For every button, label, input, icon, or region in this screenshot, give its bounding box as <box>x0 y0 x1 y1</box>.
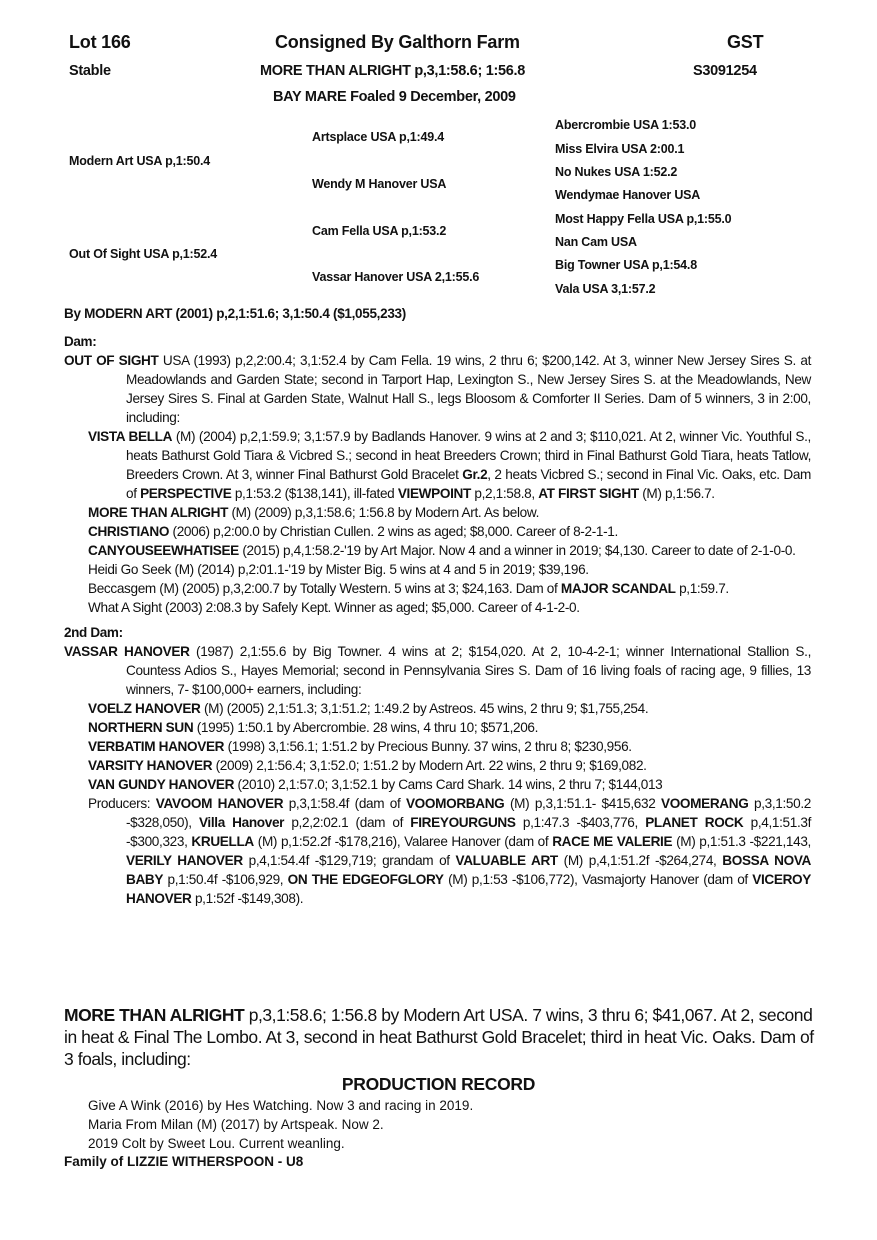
dam-section <box>64 332 811 908</box>
offspring-entry <box>88 579 811 598</box>
progeny-name: PERSPECTIVE <box>140 486 232 501</box>
producer-name: PLANET ROCK <box>645 815 744 830</box>
offspring-name: MORE THAN ALRIGHT <box>88 505 229 520</box>
pedigree-sire: Modern Art USA p,1:50.4 <box>69 154 211 168</box>
producers-record <box>88 794 811 908</box>
producer-text: (M) p,3,1:51.1- $415,632 <box>504 796 661 811</box>
producer-text: p,4,1:54.4f -$129,719; grandam of <box>242 853 456 868</box>
offspring-text: (2006) p,2:00.0 by Christian Cullen. 2 wins as aged; $8,000. Career of 8-2-1-1. <box>169 524 618 539</box>
offspring-text: Heidi Go Seek (M) (2014) p,2:01.1-'19 by Mister Big. 5 wins at 4 and 5 in 2019; $39,196. <box>88 562 589 577</box>
progeny-name: AT FIRST SIGHT <box>538 486 639 501</box>
producer-text: p,2,2:02.1 (dam of <box>284 815 411 830</box>
dam-name: OUT OF SIGHT <box>64 353 159 368</box>
offspring-text: What A Sight (2003) 2:08.3 by Safely Kept. Winner as aged; $5,000. Career of 4-1-2-0. <box>88 600 580 615</box>
pedigree-gen3: Wendymae Hanover USA <box>555 188 701 202</box>
horse-description: BAY MARE Foaled 9 December, 2009 <box>273 89 516 105</box>
pedigree-dam-sire: Cam Fella USA p,1:53.2 <box>312 224 447 238</box>
offspring-text: (2015) p,4,1:58.2-'19 by Art Major. Now 4 and a winner in 2019; $4,130. Career to date of 2-1-0-0. <box>238 543 796 558</box>
producer-name: VOOMORBANG <box>405 796 505 811</box>
summary-name: MORE THAN ALRIGHT <box>64 1005 245 1025</box>
grade-label: Gr.2 <box>462 467 488 482</box>
pedigree-dam-dam: Vassar Hanover USA 2,1:55.6 <box>312 270 480 284</box>
producer-name: FIREYOURGUNS <box>410 815 516 830</box>
producer-name: VERILY HANOVER <box>126 853 243 868</box>
offspring-entry <box>88 427 811 503</box>
pedigree-gen3: Big Towner USA p,1:54.8 <box>555 258 697 272</box>
producer-text: (M) p,1:53 -$106,772), Vasmajorty Hanover (dam of <box>443 872 753 887</box>
production-record-title: PRODUCTION RECORD <box>341 1074 536 1094</box>
production-item: Maria From Milan (M) (2017) by Artspeak. Now 2. <box>88 1117 384 1132</box>
dam-heading: Dam: <box>64 334 97 349</box>
producer-name: VICEROY HANOVER <box>126 872 811 906</box>
offspring-text: Beccasgem (M) (2005) p,3,2:00.7 by Totally Western. 5 wins at 3; $24,163. Dam of <box>88 581 561 596</box>
producer-name: RACE ME VALERIE <box>552 834 673 849</box>
producer-text: (M) p,1:52.2f -$178,216), Valaree Hanover (dam of <box>253 834 553 849</box>
producer-name: ON THE EDGEOFGLORY <box>287 872 444 887</box>
production-item: 2019 Colt by Sweet Lou. Current weanling. <box>88 1136 345 1151</box>
producer-name: VAVOOM HANOVER <box>155 796 284 811</box>
pedigree-dam: Out Of Sight USA p,1:52.4 <box>69 247 218 261</box>
sire-line: By MODERN ART (2001) p,2,1:51.6; 3,1:50.4 ($1,055,233) <box>64 306 406 321</box>
offspring-text: (2010) 2,1:57.0; 3,1:52.1 by Cams Card Shark. 14 wins, 2 thru 7; $144,013 <box>234 777 663 792</box>
pedigree-sire-sire: Artsplace USA p,1:49.4 <box>312 130 444 144</box>
consignor: Consigned By Galthorn Farm <box>275 32 520 52</box>
horse-title: MORE THAN ALRIGHT p,3,1:58.6; 1:56.8 <box>260 63 526 79</box>
producer-text: p,1:52f -$149,308). <box>191 891 304 906</box>
offspring-text: (M) (2005) 2,1:51.3; 3,1:51.2; 1:49.2 by Astreos. 45 wins, 2 thru 9; $1,755,254. <box>200 701 649 716</box>
dam-record <box>64 351 811 427</box>
offspring-text: (M) p,1:56.7. <box>638 486 715 501</box>
second-dam-name: VASSAR HANOVER <box>64 644 190 659</box>
stable-label: Stable <box>69 63 111 79</box>
offspring-name: VISTA BELLA <box>88 429 173 444</box>
offspring-entry <box>88 560 811 579</box>
offspring-entry <box>88 503 811 522</box>
offspring-text: (1995) 1:50.1 by Abercrombie. 28 wins, 4 thru 10; $571,206. <box>193 720 539 735</box>
second-dam-offspring <box>88 699 811 718</box>
offspring-name: VAN GUNDY HANOVER <box>88 777 235 792</box>
offspring-name: VERBATIM HANOVER <box>88 739 225 754</box>
producer-name: BOSSA NOVA BABY <box>126 853 811 887</box>
producer-name: VOOMERANG <box>660 796 749 811</box>
pedigree-gen3: Nan Cam USA <box>555 235 637 249</box>
producer-text: p,1:47.3 -$403,776, <box>515 815 646 830</box>
pedigree-gen3: No Nukes USA 1:52.2 <box>555 165 678 179</box>
offspring-entry <box>88 541 811 560</box>
offspring-text: , 2 heats Vicbred S.; second in Final Vic. Oaks, etc. Dam of <box>126 467 812 501</box>
progeny-name: MAJOR SCANDAL <box>560 581 676 596</box>
summary-text: p,3,1:58.6; 1:56.8 by Modern Art USA. 7 wins, 3 thru 6; $41,067. At 2, second in heat & Final The Lombo. At 3, second in heat Bathurst Gold Bracelet; third in heat Vic. Oaks. Dam of 3 foals, including: <box>64 1005 814 1069</box>
pedigree-gen3: Most Happy Fella USA p,1:55.0 <box>555 212 732 226</box>
offspring-text: (2009) 2,1:56.4; 3,1:52.0; 1:51.2 by Modern Art. 22 wins, 2 thru 9; $169,082. <box>212 758 647 773</box>
second-dam-text: (1987) 2,1:55.6 by Big Towner. 4 wins at 2; $154,020. At 2, 10-4-2-1; winner International Stallion S., Countess Adios S., Hayes Memorial; second in Pennsylvania Sires S. Dam of 16 living foals of racing age, 9 fillies, 13 winners, 7- $100,000+ earners, including: <box>126 644 811 697</box>
offspring-name: CANYOUSEEWHATISEE <box>88 543 239 558</box>
horse-summary <box>64 1004 814 1070</box>
second-dam-offspring <box>88 756 811 775</box>
sale-code: GST <box>727 32 764 52</box>
pedigree-gen3: Abercrombie USA 1:53.0 <box>555 118 697 132</box>
offspring-name: VOELZ HANOVER <box>88 701 201 716</box>
producer-text: p,3,1:58.4f (dam of <box>283 796 406 811</box>
second-dam-offspring <box>88 737 811 756</box>
producer-name: KRUELLA <box>191 834 254 849</box>
second-dam-record <box>64 642 811 699</box>
pedigree-gen3: Miss Elvira USA 2:00.1 <box>555 142 685 156</box>
producer-text: (M) p,4,1:51.2f -$264,274, <box>557 853 723 868</box>
producers-label: Producers: <box>88 796 156 811</box>
family-line: Family of LIZZIE WITHERSPOON - U8 <box>64 1154 304 1169</box>
second-dam-heading: 2nd Dam: <box>64 625 123 640</box>
producer-text: p,1:50.4f -$106,929, <box>163 872 288 887</box>
offspring-name: NORTHERN SUN <box>88 720 194 735</box>
production-item: Give A Wink (2016) by Hes Watching. Now 3 and racing in 2019. <box>88 1098 474 1113</box>
dam-text: USA (1993) p,2,2:00.4; 3,1:52.4 by Cam Fella. 19 wins, 2 thru 6; $200,142. At 3, winner New Jersey Sires S. at Meadowlands and Garden State; second in Tarport Hap, Lexington S., New Jersey Sires S. at the Meadowlands, New Jersey Sires S. Final at Garden State, Walnut Hall S., legs Bloosom & Comforter II Series. Dam of 5 winners, 3 in 2:00, including: <box>126 353 811 425</box>
producer-text: (M) p,1:51.3 -$221,143, <box>672 834 811 849</box>
offspring-text: (1998) 3,1:56.1; 1:51.2 by Precious Bunny. 37 wins, 2 thru 8; $230,956. <box>224 739 632 754</box>
lot-number: Lot 166 <box>69 32 131 52</box>
progeny-name: VIEWPOINT <box>397 486 471 501</box>
offspring-entry <box>88 522 811 541</box>
offspring-name: CHRISTIANO <box>88 524 170 539</box>
registration-number: S3091254 <box>693 63 757 79</box>
second-dam-offspring <box>88 775 811 794</box>
pedigree-gen3: Vala USA 3,1:57.2 <box>555 282 656 296</box>
offspring-text: p,1:53.2 ($138,141), ill-fated <box>231 486 398 501</box>
producer-text: p,4,1:51.3f -$300,323, <box>126 815 812 849</box>
pedigree-sire-dam: Wendy M Hanover USA <box>312 177 447 191</box>
producer-name: Villa Hanover <box>198 815 285 830</box>
second-dam-offspring <box>88 718 811 737</box>
offspring-entry <box>88 598 811 617</box>
offspring-text: p,2,1:58.8, <box>470 486 539 501</box>
offspring-text: (M) (2009) p,3,1:58.6; 1:56.8 by Modern Art. As below. <box>228 505 540 520</box>
producer-name: VALUABLE ART <box>455 853 558 868</box>
offspring-text: (M) (2004) p,2,1:59.9; 3,1:57.9 by Badlands Hanover. 9 wins at 2 and 3; $110,021. At 2, winner Vic. Youthful S., heats Bathurst Gold Tiara & Vicbred S.; second in heat Breeders Crown; third in Final Bathurst Gold Tiara, heats Tatlow, Breeders Crown. At 3, winner Final Bathurst Gold Bracelet <box>126 429 811 482</box>
offspring-name: VARSITY HANOVER <box>88 758 213 773</box>
offspring-text: p,1:59.7. <box>675 581 729 596</box>
producer-text: p,3,1:50.2 -$328,050), <box>126 796 811 830</box>
